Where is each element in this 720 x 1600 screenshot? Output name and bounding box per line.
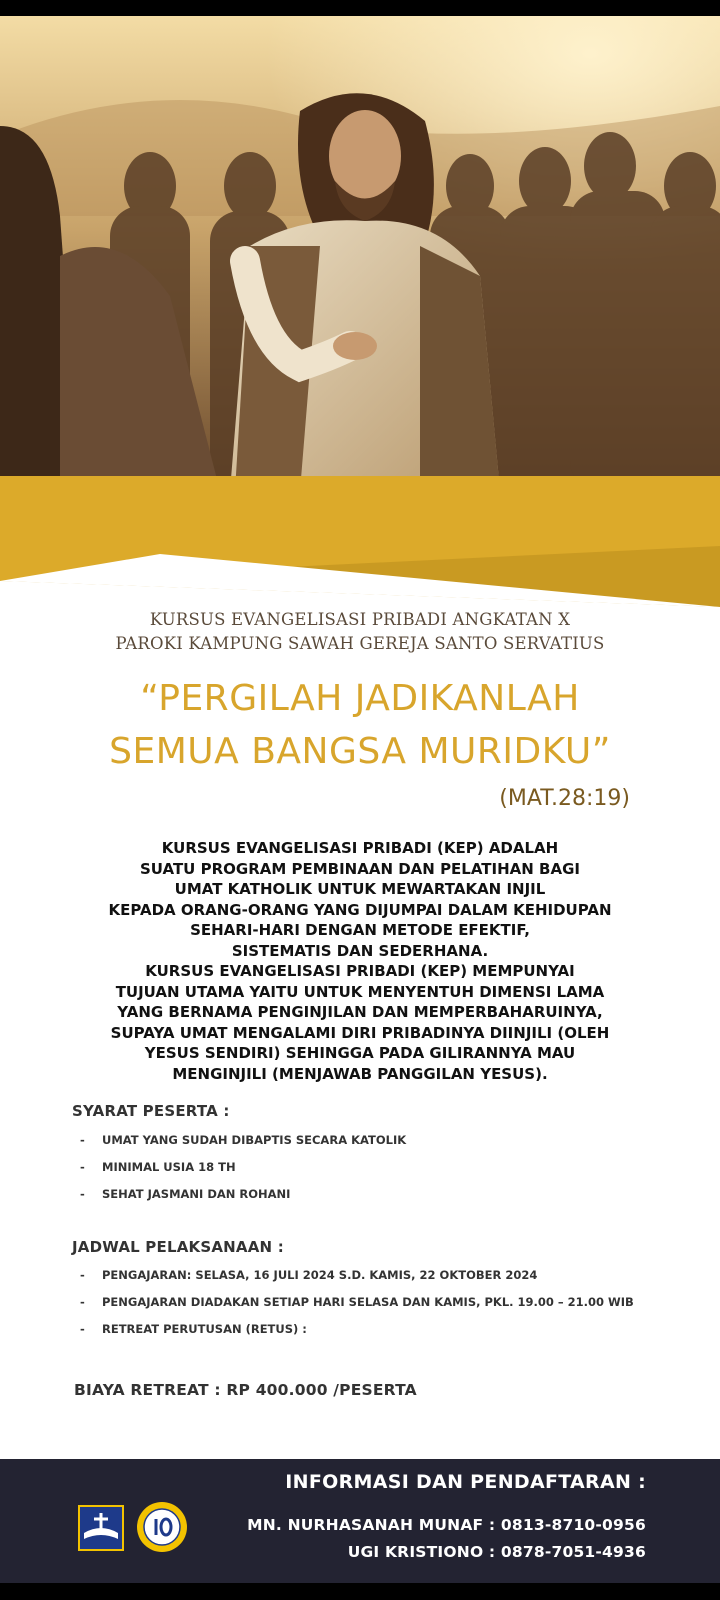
verse-reference: (MAT.28:19): [499, 786, 630, 811]
quote-line-2: SEMUA BANGSA MURIDKU”: [109, 731, 611, 772]
info-registration-title: INFORMASI DAN PENDAFTARAN :: [285, 1471, 646, 1493]
requirements-title: SYARAT PESERTA :: [72, 1102, 230, 1120]
course-description: [60, 838, 660, 1084]
scripture-quote: [0, 672, 720, 778]
schedule-text: PENGAJARAN DIADAKAN SETIAP HARI SELASA DAN KAMIS, PKL. 19.00 – 21.00 WIB: [102, 1295, 634, 1309]
quote-line-1: “PERGILAH JADIKANLAH: [140, 678, 580, 719]
description-line: KURSUS EVANGELISASI PRIBADI (KEP) MEMPUNYAI: [145, 962, 575, 980]
parish-logo-icon: [78, 1505, 124, 1551]
schedule-text: RETREAT PERUTUSAN (RETUS) :: [102, 1322, 307, 1336]
description-line: SISTEMATIS DAN SEDERHANA.: [231, 941, 489, 960]
schedule-list: [80, 1262, 634, 1343]
course-subheading: [0, 608, 720, 656]
schedule-text: PENGAJARAN: SELASA, 16 JULI 2024 S.D. KAMIS, 22 OKTOBER 2024: [102, 1268, 538, 1282]
description-line: YESUS SENDIRI) SEHINGGA PADA GILIRANNYA MAU: [144, 1044, 576, 1062]
subheading-line-1: KURSUS EVANGELISASI PRIBADI ANGKATAN X: [149, 610, 571, 629]
top-black-bar: [0, 0, 720, 16]
contact-footer: [0, 1459, 720, 1583]
hero-photo: [0, 16, 720, 491]
contact-1: MN. NURHASANAH MUNAF : 0813-8710-0956: [247, 1516, 646, 1534]
retreat-fee: BIAYA RETREAT : RP 400.000 /PESERTA: [74, 1381, 417, 1399]
subheading-line-2: PAROKI KAMPUNG SAWAH GEREJA SANTO SERVATIUS: [115, 634, 605, 653]
requirements-list: [80, 1127, 406, 1208]
description-line: MENGINJILI (MENJAWAB PANGGILAN YESUS).: [172, 1064, 548, 1083]
list-item: - MINIMAL USIA 18 TH: [80, 1160, 236, 1174]
requirement-text: MINIMAL USIA 18 TH: [102, 1160, 236, 1174]
contact-2: UGI KRISTIONO : 0878-7051-4936: [347, 1543, 646, 1561]
requirement-text: UMAT YANG SUDAH DIBAPTIS SECARA KATOLIK: [102, 1133, 407, 1147]
description-line: UMAT KATHOLIK UNTUK MEWARTAKAN INJIL: [174, 880, 546, 898]
requirement-text: SEHAT JASMANI DAN ROHANI: [102, 1187, 291, 1201]
description-line: TUJUAN UTAMA YAITU UNTUK MENYENTUH DIMENSI LAMA: [115, 982, 605, 1001]
description-line: SUPAYA UMAT MENGALAMI DIRI PRIBADINYA DIINJILI (OLEH: [110, 1023, 610, 1042]
description-line: KURSUS EVANGELISASI PRIBADI (KEP) ADALAH: [161, 839, 559, 857]
event-poster: [0, 16, 720, 1583]
kep-emblem-icon: [136, 1501, 188, 1553]
list-item: - PENGAJARAN: SELASA, 16 JULI 2024 S.D. KAMIS, 22 OKTOBER 2024: [80, 1268, 538, 1282]
schedule-title: JADWAL PELAKSANAAN :: [72, 1238, 284, 1256]
list-item: - UMAT YANG SUDAH DIBAPTIS SECARA KATOLIK: [80, 1133, 407, 1147]
bottom-black-bar: [0, 1583, 720, 1600]
list-item: - RETREAT PERUTUSAN (RETUS) :: [80, 1322, 307, 1336]
list-item: - SEHAT JASMANI DAN ROHANI: [80, 1187, 291, 1201]
list-item: - PENGAJARAN DIADAKAN SETIAP HARI SELASA DAN KAMIS, PKL. 19.00 – 21.00 WIB: [80, 1295, 634, 1309]
description-line: YANG BERNAMA PENGINJILAN DAN MEMPERBAHARUINYA,: [117, 1003, 603, 1021]
description-line: SEHARI-HARI DENGAN METODE EFEKTIF,: [190, 921, 530, 939]
description-line: KEPADA ORANG-ORANG YANG DIJUMPAI DALAM KEHIDUPAN: [108, 900, 612, 919]
description-line: SUATU PROGRAM PEMBINAAN DAN PELATIHAN BAGI: [139, 859, 580, 878]
